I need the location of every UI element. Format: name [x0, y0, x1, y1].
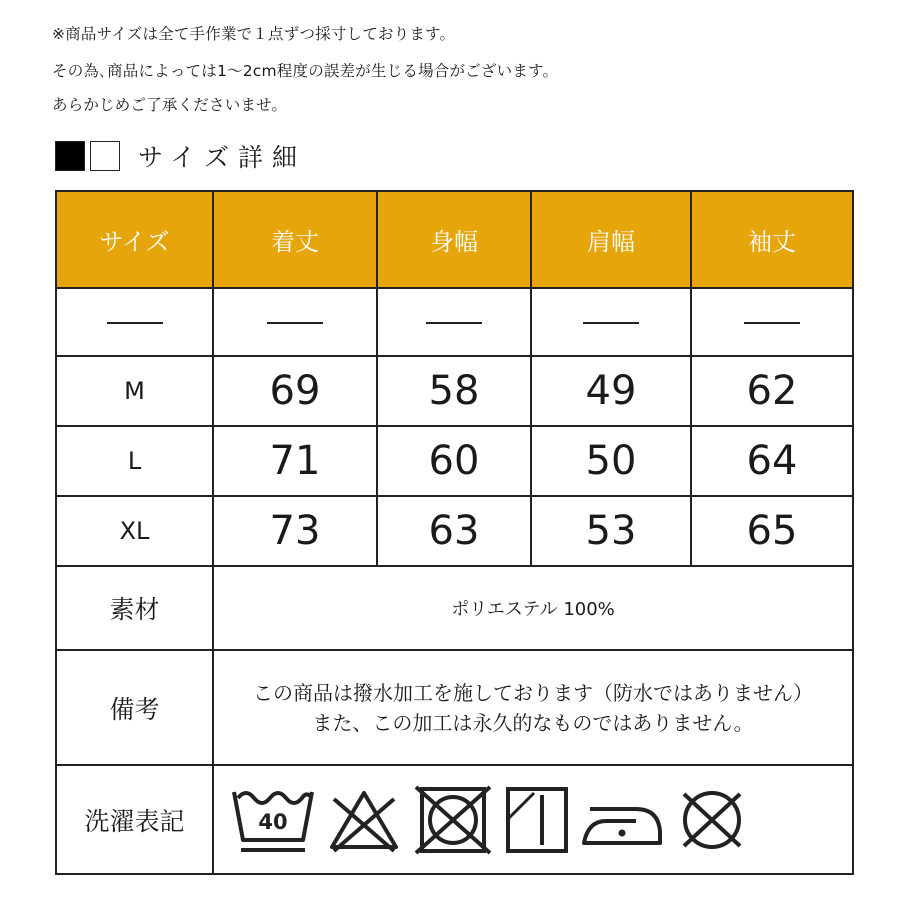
drip-dry-icon	[504, 783, 570, 857]
iron-low-icon	[580, 785, 666, 855]
section-title: サイズ詳細	[138, 143, 307, 172]
cell-length: 71	[213, 426, 377, 496]
section-heading	[55, 138, 306, 174]
cell-length: 73	[213, 496, 377, 566]
table-row	[56, 426, 853, 496]
dash-line	[426, 322, 482, 324]
cell-sleeve: 64	[691, 426, 853, 496]
cell-shoulder: 49	[531, 356, 691, 426]
dash-line	[107, 322, 163, 324]
separator-row	[56, 288, 853, 356]
dash-line	[267, 322, 323, 324]
size-note-line-3: あらかじめご了承くださいませ。	[52, 96, 288, 114]
white-square-icon	[90, 141, 120, 171]
cell-shoulder: 53	[531, 496, 691, 566]
cell-shoulder: 50	[531, 426, 691, 496]
header-width: 身幅	[377, 191, 531, 288]
dash-line	[744, 322, 800, 324]
cell-sleeve: 62	[691, 356, 853, 426]
header-length: 着丈	[213, 191, 377, 288]
no-bleach-icon	[326, 785, 402, 855]
material-row	[56, 566, 853, 650]
size-note-line-1: ※商品サイズは全て手作業で１点ずつ採寸しております。	[52, 25, 456, 43]
black-square-icon	[55, 141, 85, 171]
no-tumble-dry-icon	[412, 783, 494, 857]
material-label: 素材	[56, 566, 213, 650]
cell-width: 60	[377, 426, 531, 496]
header-size: サイズ	[56, 191, 213, 288]
header-row	[56, 191, 853, 288]
table-row	[56, 496, 853, 566]
laundry-label: 洗濯表記	[56, 765, 213, 874]
size-note-line-2: その為､商品によっては1～2cm程度の誤差が生じる場合がございます。	[52, 62, 559, 80]
size-label: L	[56, 426, 213, 496]
wash-temperature: 40	[258, 809, 288, 834]
cell-sleeve: 65	[691, 496, 853, 566]
cell-width: 58	[377, 356, 531, 426]
no-dry-clean-icon	[676, 784, 748, 856]
wash-40-icon	[230, 782, 316, 858]
dash-line	[583, 322, 639, 324]
laundry-row	[56, 765, 853, 874]
laundry-symbols	[213, 765, 853, 874]
cell-length: 69	[213, 356, 377, 426]
remarks-line-1: この商品は撥水加工を施しております（防水ではありません）	[253, 680, 813, 705]
header-sleeve: 袖丈	[691, 191, 853, 288]
table-row	[56, 356, 853, 426]
remarks-label: 備考	[56, 650, 213, 765]
remarks-line-2: また、この加工は永久的なものではありません。	[312, 710, 754, 735]
size-label: M	[56, 356, 213, 426]
remarks-row	[56, 650, 853, 765]
remarks-text	[213, 650, 853, 765]
header-shoulder: 肩幅	[531, 191, 691, 288]
size-table	[55, 190, 854, 875]
size-label: XL	[56, 496, 213, 566]
material-value: ポリエステル 100%	[213, 566, 853, 650]
cell-width: 63	[377, 496, 531, 566]
